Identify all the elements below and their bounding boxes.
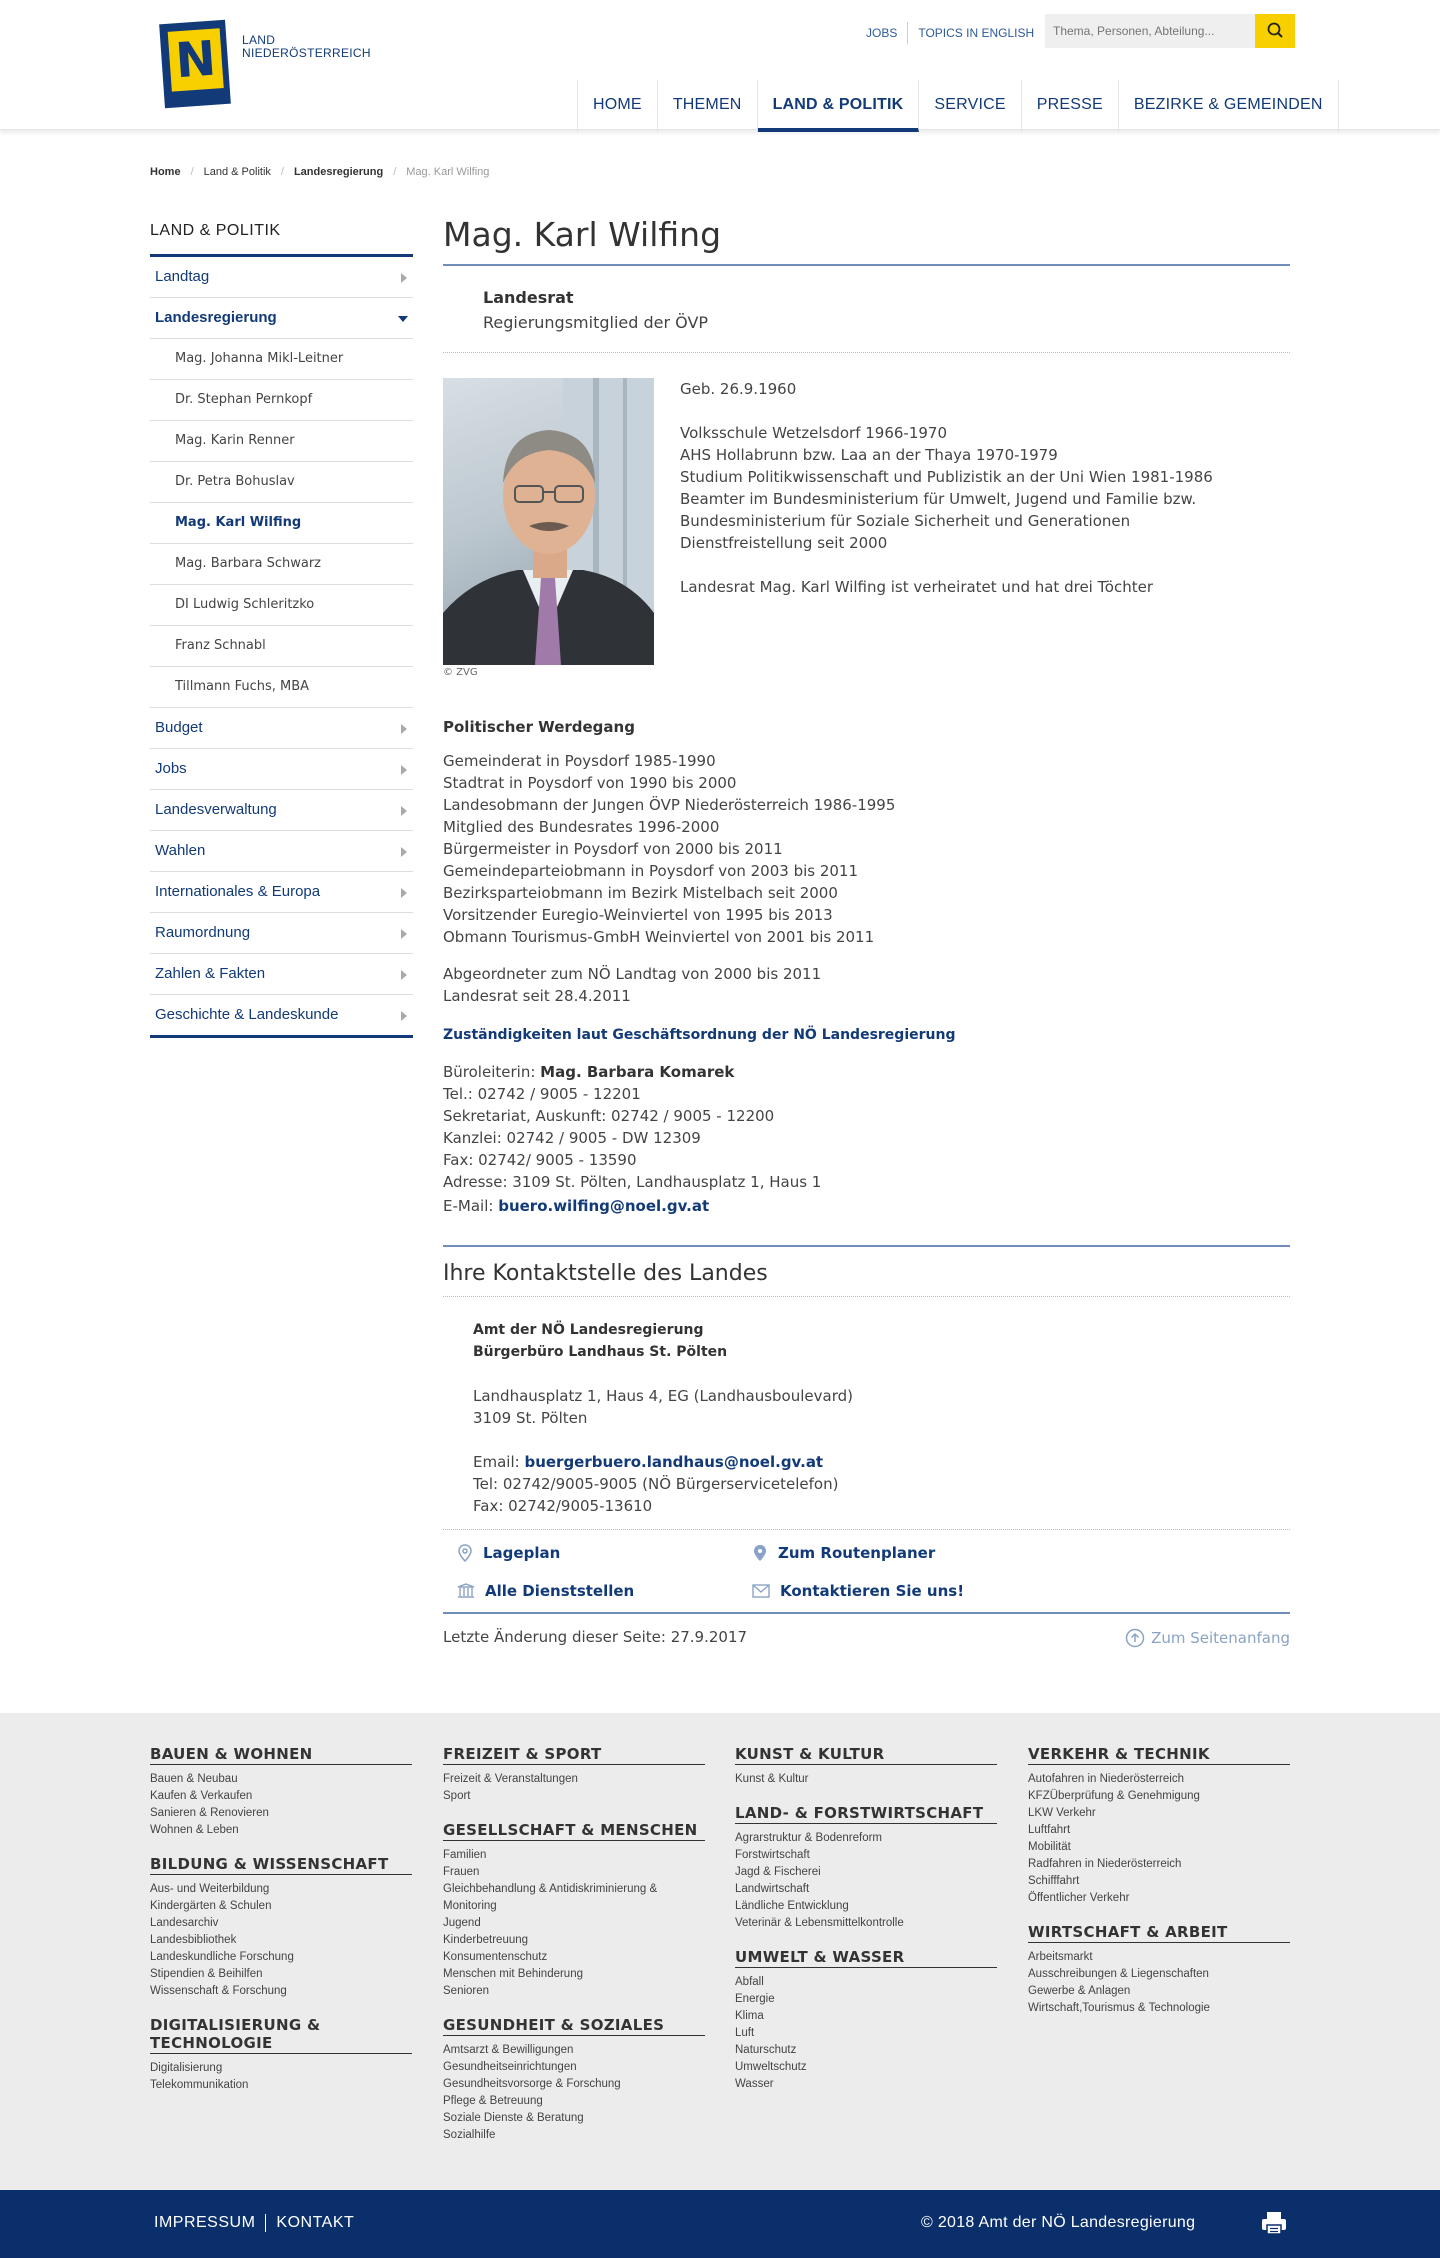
sidebar-sub-pernkopf[interactable]: Dr. Stephan Pernkopf <box>150 380 413 421</box>
main-content <box>443 215 1290 1648</box>
footer-link[interactable]: Sozialhilfe <box>443 2129 496 2141</box>
map-pin-filled-icon <box>752 1544 768 1562</box>
nav-land-politik[interactable]: LAND & POLITIK <box>758 80 920 132</box>
career-list-2 <box>443 963 1290 1007</box>
breadcrumb-separator: / <box>190 166 194 178</box>
portrait-illustration <box>443 378 654 665</box>
footer-link[interactable]: Konsumentenschutz <box>443 1951 548 1963</box>
footer-link[interactable]: Gesundheitseinrichtungen <box>443 2061 577 2073</box>
sidebar-item-label: Wahlen <box>155 842 206 859</box>
office-contact <box>443 1061 1290 1217</box>
dienststellen-link[interactable] <box>457 1582 752 1600</box>
footer-link[interactable]: Senioren <box>443 1985 490 1997</box>
sidebar-sub-schnabl[interactable]: Franz Schnabl <box>150 626 413 667</box>
list-item: AHS Hollabrunn bzw. Laa an der Thaya 1970-1979 <box>680 446 1058 464</box>
sidebar-item-raumordnung[interactable] <box>150 913 413 954</box>
footer-heading: BILDUNG & WISSENSCHAFT <box>150 1855 412 1875</box>
footer-link[interactable]: Frauen <box>443 1866 480 1878</box>
list-item: Adresse: 3109 St. Pölten, Landhausplatz 1, Haus 1 <box>443 1173 822 1191</box>
footer-link[interactable]: Aus- und Weiterbildung <box>150 1883 270 1895</box>
nav-presse[interactable]: PRESSE <box>1022 80 1119 132</box>
nav-home[interactable]: HOME <box>578 80 658 132</box>
sidebar-item-label: Landesregierung <box>155 309 277 326</box>
footer-link[interactable]: Öffentlicher Verkehr <box>1028 1892 1130 1904</box>
nav-service[interactable]: SERVICE <box>919 80 1021 132</box>
list-item: Beamter im Bundesministerium für Umwelt, Jugend und Familie bzw. <box>680 490 1197 508</box>
chevron-right-icon <box>401 1011 407 1021</box>
contact-address-1: Landhausplatz 1, Haus 4, EG (Landhausboulevard) <box>473 1387 853 1405</box>
site-footer <box>0 1713 1440 2190</box>
footer-link[interactable]: Naturschutz <box>735 2044 797 2056</box>
footer-link[interactable]: Kaufen & Verkaufen <box>150 1790 253 1802</box>
last-modified: Letzte Änderung dieser Seite: 27.9.2017 <box>443 1628 748 1646</box>
list-item: Sekretariat, Auskunft: 02742 / 9005 - 12200 <box>443 1107 775 1125</box>
footer-heading: FREIZEIT & SPORT <box>443 1745 705 1765</box>
kontakt-link[interactable] <box>752 1582 1052 1600</box>
sidebar-item-zahlen-fakten[interactable] <box>150 954 413 995</box>
footer-link[interactable]: Amtsarzt & Bewilligungen <box>443 2044 574 2056</box>
sidebar-item-budget[interactable] <box>150 708 413 749</box>
chevron-right-icon <box>401 724 407 734</box>
list-item: Gemeinderat in Poysdorf 1985-1990 <box>443 752 716 770</box>
footer-link[interactable]: Wirtschaft,Tourismus & Technologie <box>1028 2002 1210 2014</box>
footer-link[interactable]: Mobilität <box>1028 1841 1071 1853</box>
sidebar-item-label: Zahlen & Fakten <box>155 965 266 982</box>
chevron-right-icon <box>401 847 407 857</box>
footer-link[interactable]: Radfahren in Niederösterreich <box>1028 1858 1182 1870</box>
footer-link[interactable]: Forstwirtschaft <box>735 1849 810 1861</box>
footer-link[interactable]: LKW Verkehr <box>1028 1807 1096 1819</box>
footer-link[interactable]: Wasser <box>735 2078 774 2090</box>
back-to-top-link[interactable] <box>1125 1628 1290 1648</box>
logo-frame <box>159 20 231 108</box>
logo[interactable] <box>162 22 232 108</box>
contact-fax: Fax: 02742/9005-13610 <box>473 1497 653 1515</box>
logo-letter: N <box>168 28 224 91</box>
role-title: Landesrat <box>483 288 574 307</box>
printer-icon <box>1260 2210 1288 2236</box>
sidebar-item-wahlen[interactable] <box>150 831 413 872</box>
footer-heading: GESUNDHEIT & SOZIALES <box>443 2016 705 2036</box>
site-header <box>0 0 1440 130</box>
sidebar-item-label: Landesverwaltung <box>155 801 277 818</box>
logo-wordmark <box>242 34 371 60</box>
footer-link[interactable]: Agrarstruktur & Bodenreform <box>735 1832 883 1844</box>
chevron-right-icon <box>401 929 407 939</box>
contact-email-label: Email: <box>473 1453 520 1471</box>
sidebar-item-internationales[interactable] <box>150 872 413 913</box>
footer-link[interactable]: Autofahren in Niederösterreich <box>1028 1773 1184 1785</box>
career-list <box>443 750 1290 948</box>
sidebar-sub-mikl-leitner[interactable]: Mag. Johanna Mikl-Leitner <box>150 339 413 380</box>
list-item: Bundesministerium für Soziale Sicherheit und Generationen <box>680 512 1131 530</box>
footer-heading: WIRTSCHAFT & ARBEIT <box>1028 1923 1290 1943</box>
bio-text <box>680 378 1290 598</box>
english-topics-link[interactable]: TOPICS IN ENGLISH <box>907 22 1044 44</box>
footer-link[interactable]: Jugend <box>443 1917 481 1929</box>
footer-col-3 <box>735 1745 997 2109</box>
contact-address-2: 3109 St. Pölten <box>473 1409 588 1427</box>
breadcrumb-separator: / <box>393 166 397 178</box>
list-item: Abgeordneter zum NÖ Landtag von 2000 bis 2011 <box>443 965 822 983</box>
nav-themen[interactable]: THEMEN <box>658 80 758 132</box>
search-icon <box>1255 14 1295 48</box>
list-item: Landesrat seit 28.4.2011 <box>443 987 631 1005</box>
footer-link[interactable]: Ausschreibungen & Liegenschaften <box>1028 1968 1209 1980</box>
footer-link[interactable]: Gleichbehandlung & Antidiskriminierung & Monitoring <box>443 1883 658 1912</box>
chevron-down-icon <box>398 316 408 322</box>
sidebar-item-label: Raumordnung <box>155 924 251 941</box>
search-box <box>1045 14 1295 48</box>
footer-link[interactable]: Schifffahrt <box>1028 1875 1080 1887</box>
career-heading: Politischer Werdegang <box>443 718 635 736</box>
building-icon <box>457 1583 475 1599</box>
bottom-bar <box>0 2190 1440 2258</box>
footer-link[interactable]: Kinderbetreuung <box>443 1934 529 1946</box>
contact-links <box>443 1530 1290 1614</box>
footer-link[interactable]: Ländliche Entwicklung <box>735 1900 849 1912</box>
footer-col-2 <box>443 1745 705 2160</box>
sidebar-sub-renner[interactable]: Mag. Karin Renner <box>150 421 413 462</box>
contact-body <box>443 1297 1290 1530</box>
footer-heading: LAND- & FORSTWIRTSCHAFT <box>735 1804 997 1824</box>
chevron-right-icon <box>401 970 407 980</box>
contact-org-1: Amt der NÖ Landesregierung <box>473 1322 704 1338</box>
sidebar-sub-wilfing[interactable]: Mag. Karl Wilfing <box>150 503 413 544</box>
breadcrumb-landesregierung[interactable]: Landesregierung <box>293 166 384 178</box>
footer-link[interactable]: Veterinär & Lebensmittelkontrolle <box>735 1917 904 1929</box>
footer-link[interactable]: Luftfahrt <box>1028 1824 1071 1836</box>
logo-line-2: NIEDERÖSTERREICH <box>242 46 371 60</box>
sidebar-item-label: Jobs <box>155 760 187 777</box>
office-name: Mag. Barbara Komarek <box>540 1063 735 1081</box>
footer-link[interactable]: Menschen mit Behinderung <box>443 1968 583 1980</box>
footer-link[interactable]: Landwirtschaft <box>735 1883 810 1895</box>
contact-section <box>443 1245 1290 1648</box>
contact-tel: Tel: 02742/9005-9005 (NÖ Bürgerservicetelefon) <box>473 1475 839 1493</box>
footer-link[interactable]: Sanieren & Renovieren <box>150 1807 269 1819</box>
breadcrumb-separator: / <box>280 166 284 178</box>
education-list <box>680 422 1290 554</box>
footer-col-4 <box>1028 1745 1290 2033</box>
footer-link[interactable]: Arbeitsmarkt <box>1028 1951 1093 1963</box>
list-item: Dienstfreistellung seit 2000 <box>680 534 888 552</box>
sidebar-item-landesverwaltung[interactable] <box>150 790 413 831</box>
link-label: Alle Dienststellen <box>485 1582 635 1600</box>
list-item: Studium Politikwissenschaft und Publizistik an der Uni Wien 1981-1986 <box>680 468 1213 486</box>
footer-link[interactable]: Kunst & Kultur <box>735 1773 809 1785</box>
birth-date: Geb. 26.9.1960 <box>680 380 797 398</box>
footer-link[interactable]: Pflege & Betreuung <box>443 2095 543 2107</box>
footer-link[interactable]: Energie <box>735 1993 775 2005</box>
link-label: Kontaktieren Sie uns! <box>780 1582 965 1600</box>
list-item: Stadtrat in Poysdorf von 1990 bis 2000 <box>443 774 737 792</box>
footer-heading: KUNST & KULTUR <box>735 1745 997 1765</box>
footer-link[interactable]: Sport <box>443 1790 471 1802</box>
responsibilities-link[interactable]: Zuständigkeiten laut Geschäftsordnung der NÖ Landesregierung <box>443 1027 956 1043</box>
logo-line-1: LAND <box>242 33 276 47</box>
page-title: Mag. Karl Wilfing <box>443 215 1290 266</box>
sidebar-title: LAND & POLITIK <box>150 222 413 257</box>
map-pin-icon <box>457 1544 473 1562</box>
footer-link[interactable]: Abfall <box>735 1976 764 1988</box>
impressum-link[interactable]: IMPRESSUM <box>154 2214 256 2231</box>
list-item: Obmann Tourismus-GmbH Weinviertel von 2001 bis 2011 <box>443 928 875 946</box>
search-input[interactable] <box>1045 14 1250 48</box>
contact-org-2: Bürgerbüro Landhaus St. Pölten <box>473 1344 728 1360</box>
footer-heading: VERKEHR & TECHNIK <box>1028 1745 1290 1765</box>
sidebar-item-label: Geschichte & Landeskunde <box>155 1006 339 1023</box>
list-item: Volksschule Wetzelsdorf 1966-1970 <box>680 424 948 442</box>
footer-link[interactable]: Familien <box>443 1849 487 1861</box>
sidebar-item-landesregierung[interactable] <box>150 298 413 339</box>
footer-heading: DIGITALISIERUNG & TECHNOLOGIE <box>150 2016 412 2054</box>
sidebar <box>150 222 413 1038</box>
breadcrumb-current: Mag. Karl Wilfing <box>406 166 490 178</box>
list-item: Gemeindeparteiobmann in Poysdorf von 2003 bis 2011 <box>443 862 859 880</box>
role-subtitle: Regierungsmitglied der ÖVP <box>483 313 709 332</box>
chevron-right-icon <box>401 273 407 283</box>
list-item: Kanzlei: 02742 / 9005 - DW 12309 <box>443 1129 701 1147</box>
sidebar-item-label: Internationales & Europa <box>155 883 321 900</box>
print-button[interactable] <box>1260 2210 1288 2240</box>
footer-link[interactable]: Bauen & Neubau <box>150 1773 238 1785</box>
nav-bezirke-gemeinden[interactable]: BEZIRKE & GEMEINDEN <box>1119 80 1339 132</box>
link-label: Zum Routenplaner <box>778 1544 936 1562</box>
sidebar-sub-schleritzko[interactable]: DI Ludwig Schleritzko <box>150 585 413 626</box>
footer-link[interactable]: Gesundheitsvorsorge & Forschung <box>443 2078 621 2090</box>
back-to-top-label: Zum Seitenanfang <box>1151 1629 1290 1647</box>
search-button[interactable] <box>1255 14 1295 48</box>
contact-email-link[interactable]: buergerbuero.landhaus@noel.gv.at <box>524 1453 824 1471</box>
breadcrumb-home[interactable]: Home <box>150 166 181 178</box>
footer-link[interactable]: Landesarchiv <box>150 1917 219 1929</box>
list-item: Bürgermeister in Poysdorf von 2000 bis 2011 <box>443 840 783 858</box>
list-item: Bezirksparteiobmann im Bezirk Mistelbach seit 2000 <box>443 884 838 902</box>
jobs-link[interactable]: JOBS <box>866 26 898 40</box>
breadcrumb-land-politik[interactable]: Land & Politik <box>203 166 271 178</box>
footer-heading: UMWELT & WASSER <box>735 1948 997 1968</box>
footer-heading: GESELLSCHAFT & MENSCHEN <box>443 1821 705 1841</box>
sidebar-item-landtag[interactable] <box>150 257 413 298</box>
footer-link[interactable]: Freizeit & Veranstaltungen <box>443 1773 578 1785</box>
last-modified-row <box>443 1614 1290 1648</box>
list-item: Landesobmann der Jungen ÖVP Niederösterreich 1986-1995 <box>443 796 896 814</box>
sidebar-item-label: Landtag <box>155 268 210 285</box>
portrait-photo <box>443 378 654 665</box>
chevron-right-icon <box>401 806 407 816</box>
sidebar-item-jobs[interactable] <box>150 749 413 790</box>
footer-heading: BAUEN & WOHNEN <box>150 1745 412 1765</box>
office-label: Büroleiterin: <box>443 1063 536 1081</box>
arrow-up-circle-icon <box>1125 1628 1145 1648</box>
copyright: © 2018 Amt der NÖ Landesregierung <box>921 2214 1196 2231</box>
lageplan-link[interactable] <box>457 1544 752 1562</box>
sidebar-sub-fuchs[interactable]: Tillmann Fuchs, MBA <box>150 667 413 708</box>
contact-title: Ihre Kontaktstelle des Landes <box>443 1247 1290 1297</box>
utility-nav <box>856 22 1044 44</box>
photo-credit: © ZVG <box>443 667 478 678</box>
footer-link[interactable]: Umweltschutz <box>735 2061 807 2073</box>
footer-link[interactable]: Wissenschaft & Forschung <box>150 1985 287 1997</box>
chevron-right-icon <box>401 888 407 898</box>
office-email-link[interactable]: buero.wilfing@noel.gv.at <box>498 1197 710 1215</box>
kontakt-footer-link[interactable]: KONTAKT <box>265 2214 364 2232</box>
sidebar-sub-schwarz[interactable]: Mag. Barbara Schwarz <box>150 544 413 585</box>
link-label: Lageplan <box>483 1544 561 1562</box>
bio-section <box>443 378 1290 718</box>
sidebar-sub-bohuslav[interactable]: Dr. Petra Bohuslav <box>150 462 413 503</box>
legal-links <box>154 2214 364 2232</box>
footer-link[interactable]: Klima <box>735 2010 764 2022</box>
mail-icon <box>752 1584 770 1598</box>
email-label: E-Mail: <box>443 1197 494 1215</box>
footer-link[interactable]: Kindergärten & Schulen <box>150 1900 272 1912</box>
list-item: Mitglied des Bundesrates 1996-2000 <box>443 818 720 836</box>
main-nav <box>577 80 1339 132</box>
role-block <box>443 266 1290 353</box>
footer-link[interactable]: Soziale Dienste & Beratung <box>443 2112 584 2124</box>
list-item: Vorsitzender Euregio-Weinviertel von 1995 bis 2013 <box>443 906 833 924</box>
family-info: Landesrat Mag. Karl Wilfing ist verheiratet und hat drei Töchter <box>680 578 1154 596</box>
chevron-right-icon <box>401 765 407 775</box>
footer-link[interactable]: Digitalisierung <box>150 2062 223 2074</box>
footer-link[interactable]: Landeskundliche Forschung <box>150 1951 294 1963</box>
sidebar-item-label: Budget <box>155 719 203 736</box>
footer-link[interactable]: Landesbibliothek <box>150 1934 237 1946</box>
list-item: Tel.: 02742 / 9005 - 12201 <box>443 1085 641 1103</box>
footer-link[interactable]: Telekommunikation <box>150 2079 249 2091</box>
footer-link[interactable]: Gewerbe & Anlagen <box>1028 1985 1131 1997</box>
footer-link[interactable]: Wohnen & Leben <box>150 1824 239 1836</box>
footer-col-1 <box>150 1745 412 2110</box>
footer-link[interactable]: Luft <box>735 2027 755 2039</box>
footer-link[interactable]: Jagd & Fischerei <box>735 1866 821 1878</box>
routenplaner-link[interactable] <box>752 1544 1052 1562</box>
list-item: Fax: 02742/ 9005 - 13590 <box>443 1151 637 1169</box>
sidebar-item-geschichte[interactable] <box>150 995 413 1036</box>
breadcrumb <box>150 166 489 178</box>
footer-link[interactable]: Stipendien & Beihilfen <box>150 1968 263 1980</box>
footer-link[interactable]: KFZÜberprüfung & Genehmigung <box>1028 1790 1200 1802</box>
